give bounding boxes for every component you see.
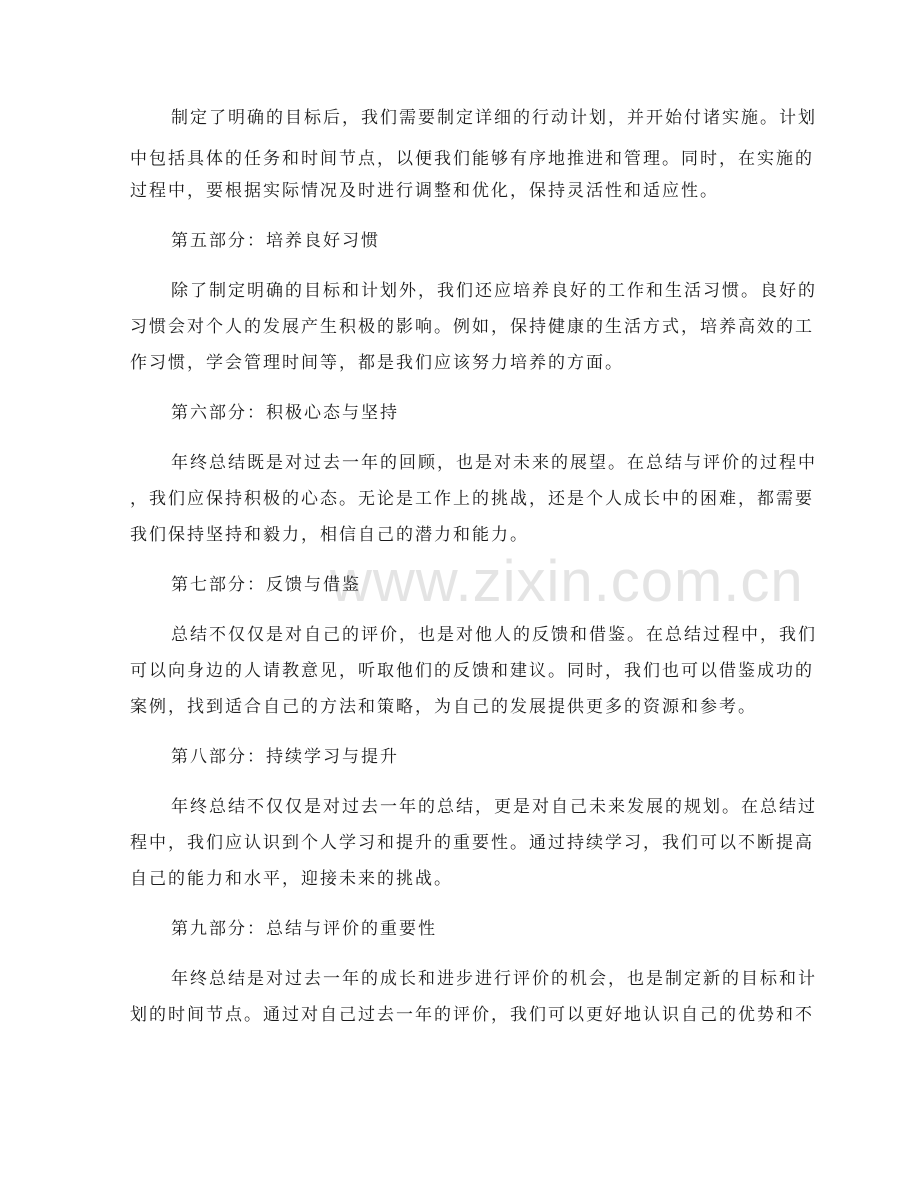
paragraph-7-line: 案例，找到适合自己的方法和策略，为自己的发展提供更多的资源和参考。 [130,697,757,717]
paragraph-5-line: 习惯会对个人的发展产生积极的影响。例如，保持健康的生活方式，培养高效的工 [130,317,814,337]
paragraph-5-line: 作习惯，学会管理时间等，都是我们应该努力培养的方面。 [130,353,624,373]
paragraph-1-line: 中包括具体的任务和时间节点，以便我们能够有序地推进和管理。同时，在实施的 [130,149,814,169]
paragraph-7-line: 总结不仅仅是对自己的评价，也是对他人的反馈和借鉴。在总结过程中，我们 [171,625,817,645]
paragraph-5-line: 除了制定明确的目标和计划外，我们还应培养良好的工作和生活习惯。良好的 [171,281,817,301]
paragraph-6-line: ，我们应保持积极的心态。无论是工作上的挑战，还是个人成长中的困难，都需要 [130,489,814,509]
paragraph-6-line: 我们保持坚持和毅力，相信自己的潜力和能力。 [130,525,529,545]
paragraph-1-line: 制定了明确的目标后，我们需要制定详细的行动计划，并开始付诸实施。计划 [171,108,817,128]
section-heading-7: 第七部分：反馈与借鉴 [171,575,361,595]
section-heading-9: 第九部分：总结与评价的重要性 [171,919,437,939]
paragraph-8-line: 自己的能力和水平，迎接未来的挑战。 [130,869,453,889]
watermark: www.zixin.com.cn [330,549,804,614]
paragraph-1-line: 过程中，要根据实际情况及时进行调整和优化，保持灵活性和适应性。 [130,181,719,201]
paragraph-7-line: 可以向身边的人请教意见，听取他们的反馈和建议。同时，我们也可以借鉴成功的 [130,661,814,681]
paragraph-8-line: 程中，我们应认识到个人学习和提升的重要性。通过持续学习，我们可以不断提高 [130,833,814,853]
paragraph-8-line: 年终总结不仅仅是对过去一年的总结，更是对自己未来发展的规划。在总结过 [171,797,817,817]
section-heading-8: 第八部分：持续学习与提升 [171,747,399,767]
section-heading-5: 第五部分：培养良好习惯 [171,231,380,251]
section-heading-6: 第六部分：积极心态与坚持 [171,403,399,423]
paragraph-9-line: 划的时间节点。通过对自己过去一年的评价，我们可以更好地认识自己的优势和不 [130,1005,814,1025]
paragraph-6-line: 年终总结既是对过去一年的回顾，也是对未来的展望。在总结与评价的过程中 [171,453,817,473]
paragraph-9-line: 年终总结是对过去一年的成长和进步进行评价的机会，也是制定新的目标和计 [171,969,817,989]
